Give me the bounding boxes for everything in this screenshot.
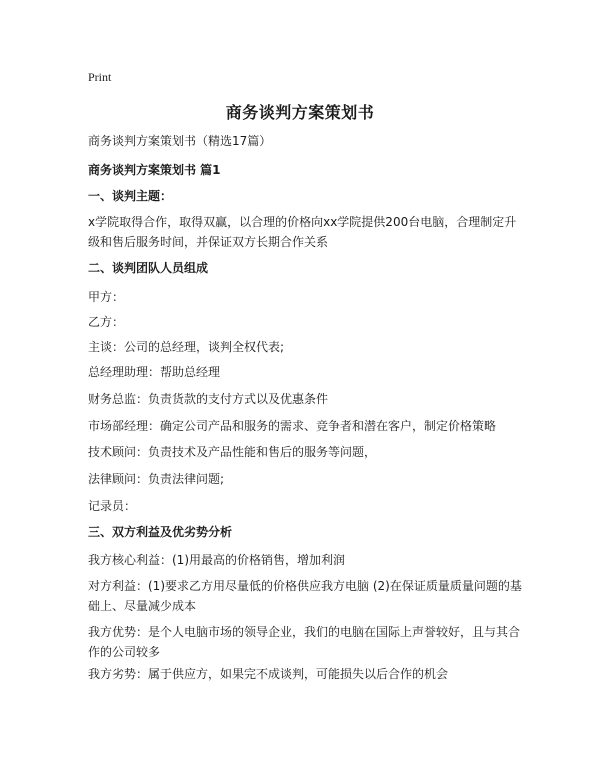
document-subtitle: 商务谈判方案策划书（精选17篇） [88,134,272,148]
team-item-assistant: 总经理助理：帮助总经理 [88,365,221,379]
team-item-finance: 财务总监：负责货款的支付方式以及优惠条件 [88,392,329,406]
section-heading-team: 二、谈判团队人员组成 [88,261,209,275]
team-item-lead-negotiator: 主谈：公司的总经理，谈判全权代表; [88,340,285,354]
section-body-topic: x学院取得合作，取得双赢，以合理的价格向xx学院提供200台电脑，合理制定升级和售后服务时间，并保证双方长期合作关系 [88,215,517,249]
section-heading-topic: 一、谈判主题： [88,189,173,203]
team-item-marketing: 市场部经理：确定公司产品和服务的需求、竞争者和潜在客户，制定价格策略 [88,419,497,433]
team-item-party-b: 乙方： [88,315,125,329]
team-item-party-a: 甲方： [88,290,125,304]
analysis-our-weakness: 我方劣势：属于供应方，如果完不成谈判，可能损失以后合作的机会 [88,667,449,681]
team-item-recorder: 记录员： [88,499,137,513]
document-title: 商务谈判方案策划书 [225,103,375,122]
print-link[interactable]: Print [88,70,112,84]
analysis-other-interest: 对方利益：(1)要求乙方用尽量低的价格供应我方电脑 (2)在保证质量质量问题的基础上、尽量减少成本 [88,579,522,613]
analysis-core-interest: 我方核心利益：(1)用最高的价格销售，增加利润 [88,553,345,567]
section-heading-analysis: 三、双方利益及优劣势分析 [88,525,233,539]
team-item-tech: 技术顾问：负责技术及产品性能和售后的服务等问题， [88,445,377,459]
team-item-legal: 法律顾问：负责法律问题; [88,472,225,486]
analysis-our-advantage: 我方优势：是个人电脑市场的领导企业，我们的电脑在国际上声誉较好，且与其合作的公司较多 [88,625,521,659]
part-title: 商务谈判方案策划书 篇1 [88,163,221,177]
